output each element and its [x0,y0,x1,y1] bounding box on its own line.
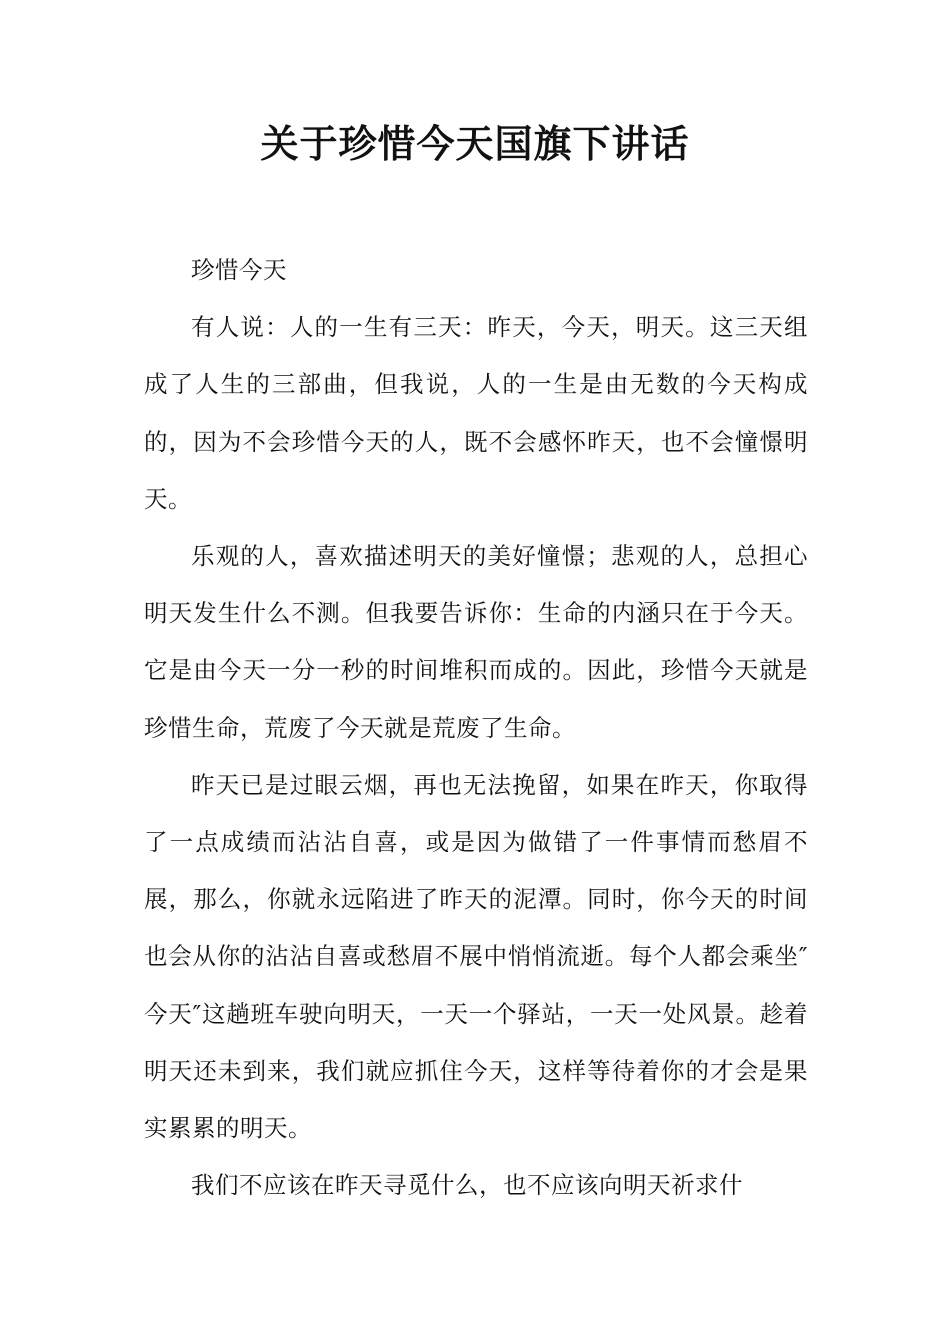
paragraph-3: 昨天已是过眼云烟，再也无法挽留，如果在昨天，你取得了一点成绩而沾沾自喜，或是因为做错了一件事情而愁眉不展，那么，你就永远陷进了昨天的泥潭。同时，你今天的时间也会从你的沾沾自喜或愁眉不展中悄悄流逝。每个人都会乘坐″今天″这趟班车驶向明天，一天一个驿站，一天一处风景。趁着明天还未到来，我们就应抓住今天，这样等待着你的才会是果实累累的明天。 [144,770,808,1143]
paragraph-2: 乐观的人，喜欢描述明天的美好憧憬；悲观的人，总担心明天发生什么不测。但我要告诉你：生命的内涵只在于今天。它是由今天一分一秒的时间堆积而成的。因此，珍惜今天就是珍惜生命，荒废了今天就是荒废了生命。 [144,542,808,742]
paragraph-1: 有人说：人的一生有三天：昨天，今天，明天。这三天组成了人生的三部曲，但我说，人的一生是由无数的今天构成的，因为不会珍惜今天的人，既不会感怀昨天，也不会憧憬明天。 [144,313,808,513]
document-body [144,242,808,1214]
document-title: 关于珍惜今天国旗下讲话 [260,121,690,166]
paragraph-4: 我们不应该在昨天寻觅什么，也不应该向明天祈求什 [191,1171,743,1200]
paragraph-subtitle: 珍惜今天 [191,256,287,284]
